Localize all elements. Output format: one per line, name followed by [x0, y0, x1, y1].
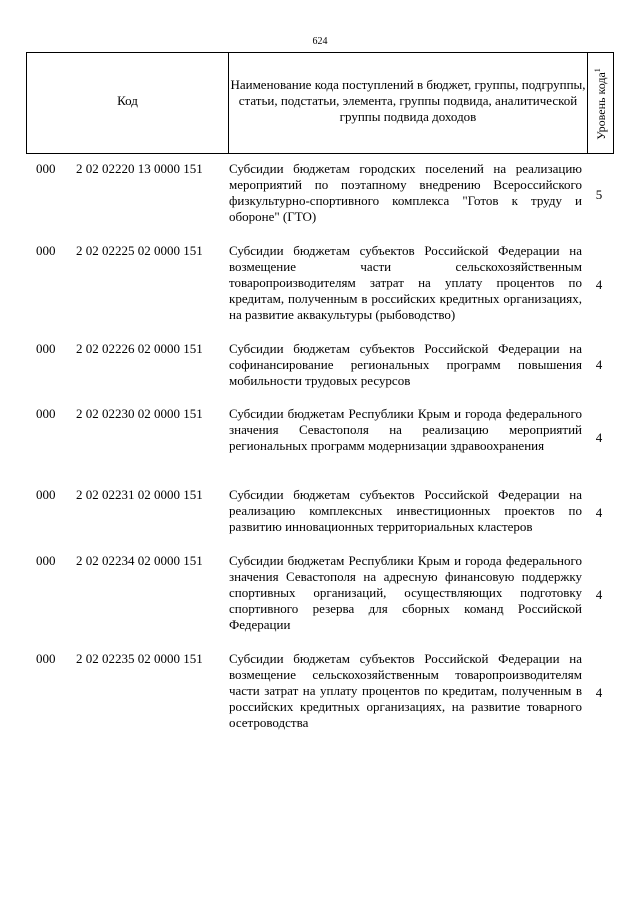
- row-code: 2 02 02235 02 0000 151: [76, 651, 203, 666]
- row-admin-code: 000: [36, 651, 56, 666]
- row-name: Субсидии бюджетам субъектов Российской Федерации на софинансирование региональных программ повышения мобильности трудовых ресурсов: [229, 341, 582, 388]
- page-number: 624: [312, 36, 328, 47]
- row-level: 4: [595, 587, 603, 602]
- header-level: [593, 68, 609, 140]
- row-name: Субсидии бюджетам субъектов Российской Федерации на возмещение сельскохозяйственным товаропроизводителям части затрат на уплату процентов по кредитам, полученным в российских кредитных организациях, на развитие товарного осетроводства: [229, 651, 582, 730]
- row-code: 2 02 02226 02 0000 151: [76, 341, 203, 356]
- row-level: 4: [595, 357, 603, 372]
- row-admin-code: 000: [36, 161, 56, 176]
- row-admin-code: 000: [36, 406, 56, 421]
- row-code: 2 02 02220 13 0000 151: [76, 161, 203, 176]
- row-name: Субсидии бюджетам Республики Крым и города федерального значения Севастополя на реализацию мероприятий региональных программ модернизации здравоохранения: [229, 406, 582, 453]
- row-level: 4: [595, 430, 603, 445]
- header-code: Код: [117, 93, 138, 108]
- row-admin-code: 000: [36, 553, 56, 568]
- row-name: Субсидии бюджетам субъектов Российской Федерации на возмещение части сельскохозяйственным товаропроизводителям затрат на уплату процентов по кредитам, полученным в российских кредитных организациях, на развитие аквакультуры (рыбоводство): [229, 243, 582, 322]
- row-name: Субсидии бюджетам Республики Крым и города федерального значения Севастополя на адресную финансовую поддержку спортивных организаций, осуществляющих подготовку спортивного резерва для сборных команд Российской Федерации: [229, 553, 582, 632]
- header-level-footnote: 1: [593, 68, 602, 73]
- row-level: 4: [595, 505, 603, 520]
- row-admin-code: 000: [36, 243, 56, 258]
- row-code: 2 02 02231 02 0000 151: [76, 487, 203, 502]
- row-name: Субсидии бюджетам городских поселений на реализацию мероприятий по поэтапному внедрению Всероссийского физкультурно-спортивного комплекса "Готов к труду и обороне" (ГТО): [229, 161, 582, 224]
- row-level: 4: [595, 685, 603, 700]
- row-name: Субсидии бюджетам субъектов Российской Федерации на реализацию комплексных инвестиционных проектов по развитию инновационных территориальных кластеров: [229, 487, 582, 534]
- row-admin-code: 000: [36, 487, 56, 502]
- header-name: Наименование кода поступлений в бюджет, группы, подгруппы, статьи, подстатьи, элемента, группы подвида, аналитической группы подвида доходов: [230, 77, 586, 124]
- row-level: 5: [595, 187, 603, 202]
- row-code: 2 02 02230 02 0000 151: [76, 406, 203, 421]
- column-divider: [587, 53, 588, 153]
- header-level-label: Уровень кода: [594, 72, 608, 140]
- row-code: 2 02 02225 02 0000 151: [76, 243, 203, 258]
- row-admin-code: 000: [36, 341, 56, 356]
- table-header: [26, 52, 614, 154]
- row-level: 4: [595, 277, 603, 292]
- row-code: 2 02 02234 02 0000 151: [76, 553, 203, 568]
